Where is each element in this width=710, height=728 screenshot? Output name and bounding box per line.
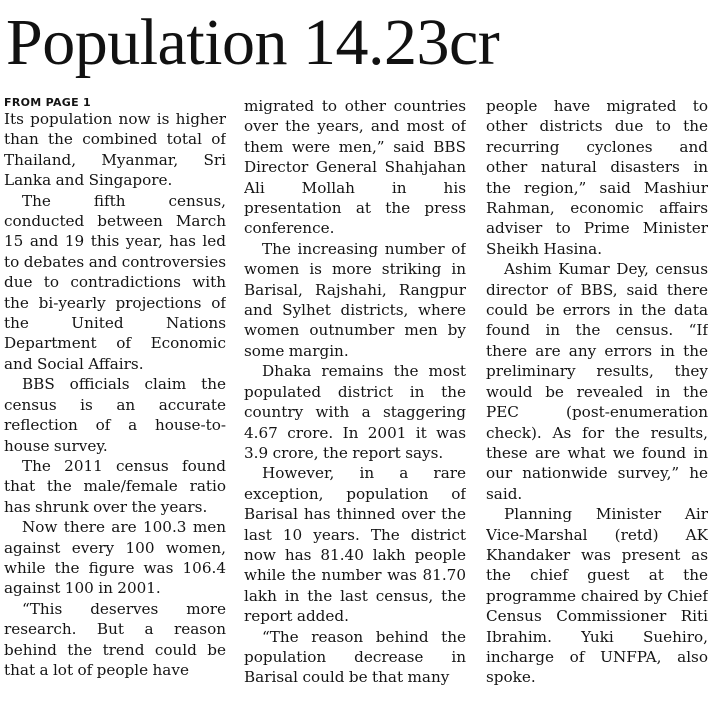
paragraph: people have migrated to other districts due to the recurring cyclones and other natural disasters in the region,” said Mashiur Rahman, economic affairs adviser to Prime Minister Sheikh Hasina. bbox=[486, 97, 708, 258]
paragraph: BBS officials claim the census is an accurate reflection of a house-to-house survey. bbox=[4, 375, 226, 455]
paragraph: migrated to other countries over the years, and most of them were men,” said BBS Director General Shahjahan Ali Mollah in his presentation at the press conference. bbox=[244, 97, 466, 238]
paragraph: However, in a rare exception, population of Barisal has thinned over the last 10 years. The district now has 81.40 lakh people while the number was 81.70 lakh in the last census, the report added. bbox=[244, 464, 466, 626]
paragraph: Planning Minister Air Vice-Marshal (retd) AK Khandaker was present as the chief guest at the programme chaired by Chief Census Commissioner Riti Ibrahim. Yuki Suehiro, incharge of UNFPA, also spoke. bbox=[486, 505, 708, 687]
paragraph: “This deserves more research. But a reason behind the trend could be that a lot of people have bbox=[4, 599, 226, 679]
paragraph: The fifth census, conducted between March 15 and 19 this year, has led to debates and controversies due to contradictions with the bi-yearly projections of the United Nations Department of Economic and Social Affairs. bbox=[4, 191, 226, 373]
paragraph: Its population now is higher than the combined total of Thailand, Myanmar, Sri Lanka and Singapore. bbox=[4, 110, 226, 190]
article-column-2 bbox=[244, 96, 466, 724]
paragraph: Dhaka remains the most populated district in the country with a staggering 4.67 crore. In 2001 it was 3.9 crore, the report says. bbox=[244, 362, 466, 462]
kicker: FROM PAGE 1 bbox=[4, 96, 92, 109]
article-column-1 bbox=[4, 96, 226, 724]
paragraph: “The reason behind the population decrease in Barisal could be that many bbox=[244, 627, 466, 687]
headline: Population 14.23cr bbox=[6, 6, 500, 79]
paragraph: Now there are 100.3 men against every 100 women, while the figure was 106.4 against 100 in 2001. bbox=[4, 518, 226, 598]
article-column-3 bbox=[486, 96, 708, 724]
paragraph: The increasing number of women is more striking in Barisal, Rajshahi, Rangpur and Sylhet districts, where women outnumber men by some margin. bbox=[244, 239, 466, 360]
paragraph: Ashim Kumar Dey, census director of BBS, said there could be errors in the data found in the census. “If there are any errors in the preliminary results, they would be revealed in the PEC (post-enumeration check). As for the results, these are what we found in our nationwide survey,” he said. bbox=[486, 260, 708, 503]
paragraph: The 2011 census found that the male/female ratio has shrunk over the years. bbox=[4, 456, 226, 516]
